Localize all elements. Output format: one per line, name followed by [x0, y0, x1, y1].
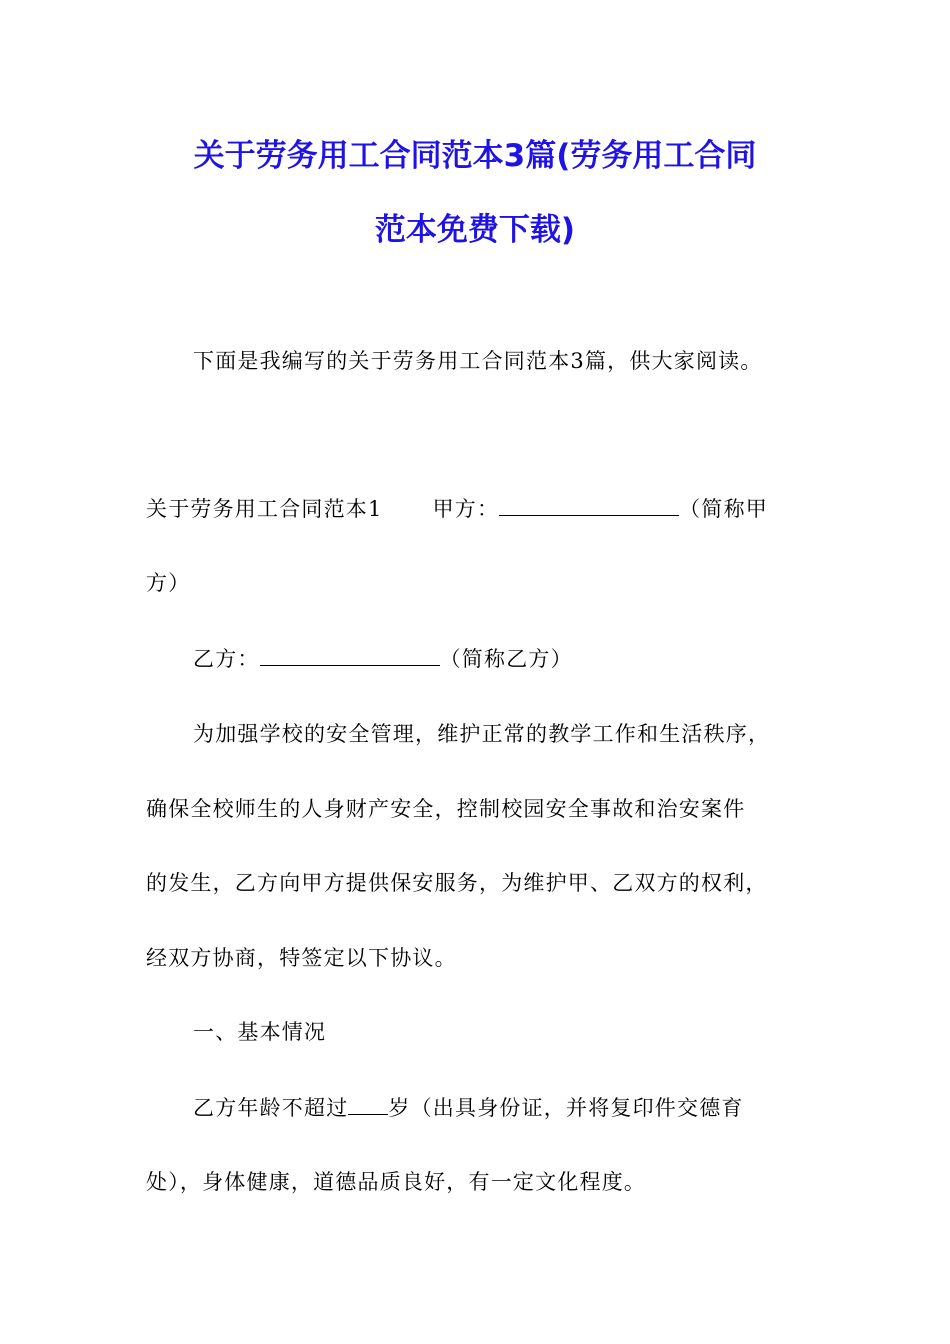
party-a-wrap-line: 方）: [146, 571, 191, 595]
party-a-label: 甲方：: [432, 497, 500, 521]
paragraph-1-line-4: 经双方协商，特签定以下协议。: [146, 946, 457, 970]
party-b-label: 乙方：: [193, 647, 260, 671]
clause-1-line-2: 处），身体健康，道德品质良好，有一定文化程度。: [146, 1170, 647, 1194]
document-title-line-1: 关于劳务用工合同范本3篇(劳务用工合同: [193, 138, 757, 174]
paragraph-1-line-2: 确保全校师生的人身财产安全，控制校园安全事故和治安案件: [146, 797, 746, 821]
document-title-line-2: 范本免费下载): [374, 212, 576, 248]
party-a-blank: [499, 495, 679, 516]
party-a-suffix: （简称甲: [679, 497, 768, 521]
party-b-suffix: （简称乙方）: [439, 647, 573, 671]
party-b-blank: [260, 645, 440, 666]
party-a-line: [146, 494, 768, 524]
party-b-line: [193, 644, 573, 674]
paragraph-1-line-3: 的发生，乙方向甲方提供保安服务，为维护甲、乙双方的权利，: [146, 871, 768, 895]
paragraph-1-line-1: 为加强学校的安全管理，维护正常的教学工作和生活秩序，: [193, 722, 771, 746]
section-1-heading: 关于劳务用工合同范本1: [146, 497, 383, 521]
age-blank: [348, 1094, 388, 1115]
clause-1-text-b: 岁（出具身份证，并将复印件交德育: [388, 1096, 744, 1120]
clause-1-heading: 一、基本情况: [193, 1020, 327, 1044]
clause-1-text-a: 乙方年龄不超过: [193, 1096, 349, 1120]
intro-paragraph: 下面是我编写的关于劳务用工合同范本3篇，供大家阅读。: [193, 349, 763, 373]
clause-1-line-1: [193, 1093, 744, 1123]
